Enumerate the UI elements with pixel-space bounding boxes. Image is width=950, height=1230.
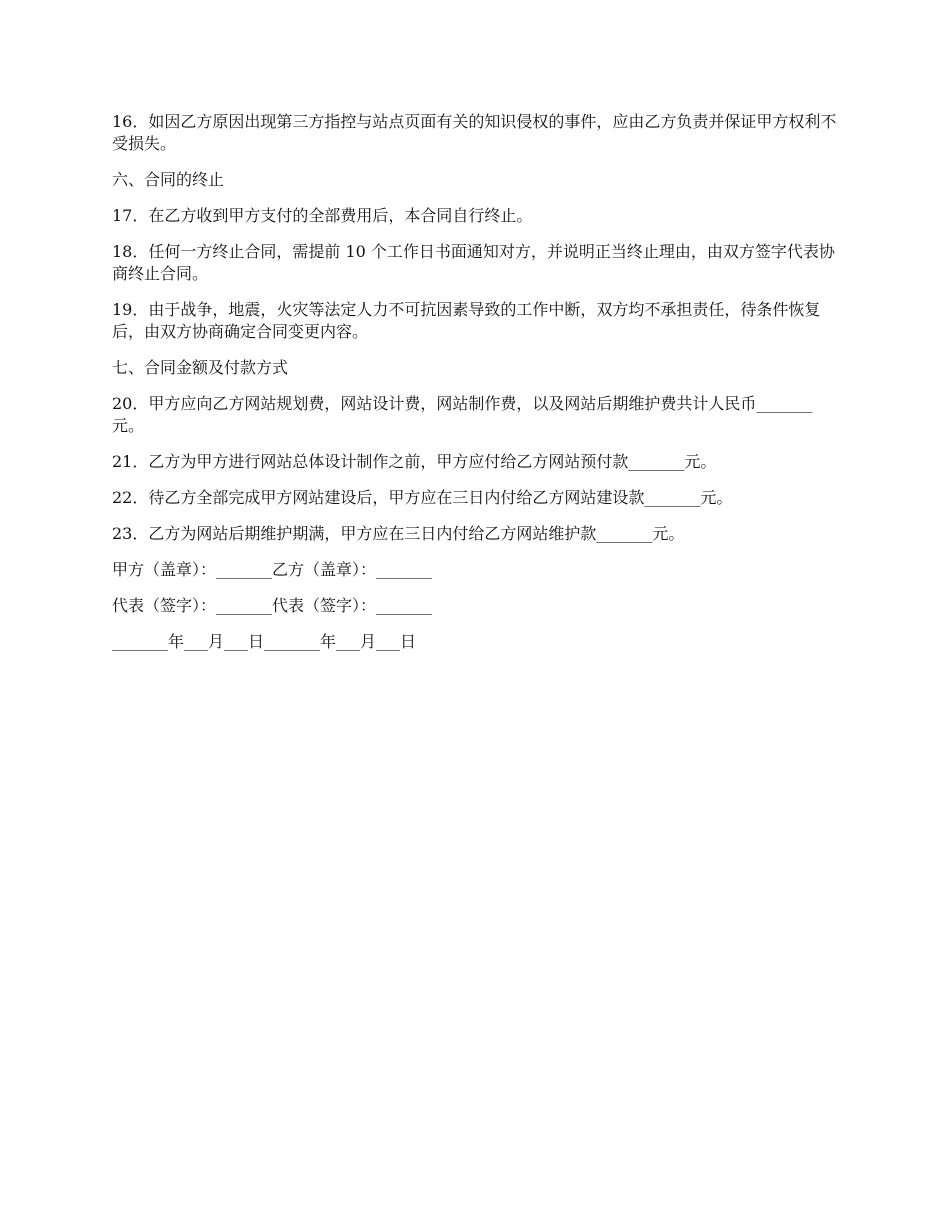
clause-20: 20．甲方应向乙方网站规划费，网站设计费，网站制作费，以及网站后期维护费共计人民币_______元。 bbox=[112, 394, 813, 435]
section-heading-termination: 六、合同的终止 bbox=[112, 170, 225, 189]
document-page bbox=[112, 111, 840, 667]
section-heading-payment: 七、合同金额及付款方式 bbox=[112, 358, 289, 377]
clause-16: 16．如因乙方原因出现第三方指控与站点页面有关的知识侵权的事件，应由乙方负责并保证甲方权利不受损失。 bbox=[112, 112, 837, 153]
clause-19: 19．由于战争，地震，火灾等法定人力不可抗因素导致的工作中断，双方均不承担责任，待条件恢复后，由双方协商确定合同变更内容。 bbox=[112, 300, 821, 341]
clause-21: 21．乙方为甲方进行网站总体设计制作之前，甲方应付给乙方网站预付款_______元。 bbox=[112, 452, 717, 471]
seal-line: 甲方（盖章）：_______乙方（盖章）：_______ bbox=[112, 560, 433, 579]
clause-17: 17．在乙方收到甲方支付的全部费用后，本合同自行终止。 bbox=[112, 206, 533, 225]
clause-18: 18．任何一方终止合同，需提前 10 个工作日书面通知对方，并说明正当终止理由，由双方签字代表协商终止合同。 bbox=[112, 242, 835, 283]
clause-22: 22．待乙方全部完成甲方网站建设后，甲方应在三日内付给乙方网站建设款_______元。 bbox=[112, 488, 733, 507]
signature-line: 代表（签字）：_______代表（签字）：_______ bbox=[112, 596, 433, 615]
date-line: _______年___月___日_______年___月___日 bbox=[112, 632, 417, 651]
clause-23: 23．乙方为网站后期维护期满，甲方应在三日内付给乙方网站维护款_______元。 bbox=[112, 524, 685, 543]
